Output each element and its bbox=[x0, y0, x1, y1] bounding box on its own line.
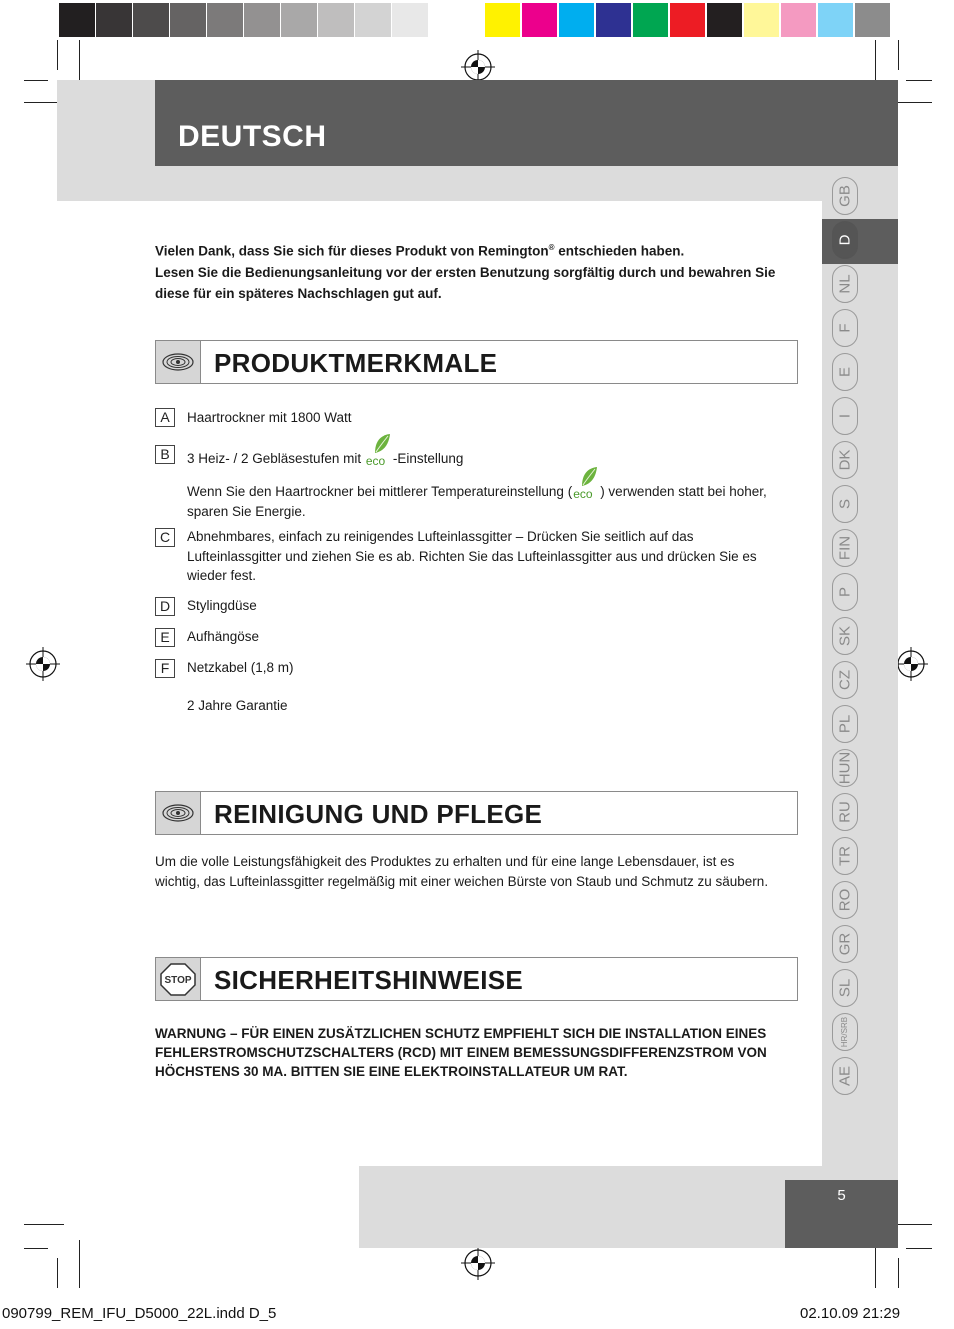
language-tab-cz[interactable] bbox=[832, 661, 858, 699]
crop-mark bbox=[906, 80, 932, 81]
color-swatch bbox=[244, 3, 280, 37]
language-tab-label: DK bbox=[836, 449, 854, 471]
section-features-header bbox=[155, 340, 798, 384]
eco-note bbox=[187, 478, 767, 521]
footer-date: 02.10.09 21:29 bbox=[800, 1305, 901, 1322]
section-title: SICHERHEITSHINWEISE bbox=[214, 965, 524, 995]
color-swatch bbox=[281, 3, 317, 37]
intro-line2: Lesen Sie die Bedienungsanleitung vor der ersten Benutzung sorgfältig durch und bewahren Sie diese für ein späteres Nachschlagen gut auf. bbox=[155, 264, 776, 301]
language-tab-label: E bbox=[836, 366, 854, 378]
feature-b-text-a: 3 Heiz- / 2 Gebläsestufen mit bbox=[187, 451, 365, 466]
color-swatch bbox=[633, 3, 668, 37]
footer-file-info: 090799_REM_IFU_D5000_22L.indd D_5 bbox=[2, 1305, 277, 1322]
color-swatch bbox=[522, 3, 557, 37]
language-tab-label: S bbox=[836, 498, 854, 510]
language-tab-label: I bbox=[836, 413, 854, 419]
language-tab-nl[interactable] bbox=[832, 265, 858, 303]
eye-icon-box bbox=[156, 341, 201, 383]
intro-text bbox=[155, 237, 785, 304]
language-tab-gb[interactable] bbox=[832, 177, 858, 215]
color-swatch bbox=[318, 3, 354, 37]
intro-line1-b: entschieden haben. bbox=[554, 243, 685, 259]
color-swatch bbox=[59, 3, 95, 37]
language-tab-pl[interactable] bbox=[832, 705, 858, 743]
language-tab-label: HUN bbox=[836, 751, 854, 785]
language-tab-label: NL bbox=[836, 274, 854, 294]
language-tab-ro[interactable] bbox=[832, 881, 858, 919]
language-tab-sk[interactable] bbox=[832, 617, 858, 655]
registration-mark-icon bbox=[461, 1246, 495, 1280]
feature-letter-b: B bbox=[155, 445, 175, 464]
color-swatch bbox=[170, 3, 206, 37]
eco-icon bbox=[365, 445, 393, 467]
language-tab-fin[interactable] bbox=[832, 529, 858, 567]
color-swatch bbox=[392, 3, 428, 37]
color-swatch bbox=[96, 3, 132, 37]
section-safety-header bbox=[155, 957, 798, 1001]
feature-text-c: Abnehmbares, einfach zu reinigendes Lufteinlassgitter – Drücken Sie seitlich auf das Lufteinlassgitter und ziehen Sie es ab. Richten Sie das Lufteinlassgitter aus und drücken Sie es wieder fest. bbox=[187, 529, 757, 583]
feature-letter-a: A bbox=[155, 408, 175, 427]
section-title: PRODUKTMERKMALE bbox=[214, 348, 498, 378]
language-tab-label: SK bbox=[836, 625, 854, 647]
feature-letter-d: D bbox=[155, 597, 175, 616]
language-tab-dk[interactable] bbox=[832, 441, 858, 479]
registration-mark-icon bbox=[894, 647, 928, 681]
language-tab-i[interactable] bbox=[832, 397, 858, 435]
language-tab-label: FIN bbox=[836, 535, 854, 561]
language-tab-label: HR/SRB bbox=[840, 1016, 849, 1048]
crop-mark bbox=[906, 1248, 932, 1249]
eco-label: eco bbox=[365, 454, 386, 468]
language-tab-label: PL bbox=[836, 714, 854, 734]
color-swatch bbox=[485, 3, 520, 37]
feature-text-d: Stylingdüse bbox=[187, 598, 257, 613]
color-swatch bbox=[355, 3, 391, 37]
language-tab-gr[interactable] bbox=[832, 925, 858, 963]
color-swatch bbox=[818, 3, 853, 37]
registered-mark: ® bbox=[548, 243, 555, 252]
feature-text-f: Netzkabel (1,8 m) bbox=[187, 660, 294, 675]
feature-letter-f: F bbox=[155, 659, 175, 678]
stop-sign-icon bbox=[156, 958, 200, 1000]
language-tab-hr-srb[interactable] bbox=[832, 1013, 858, 1051]
stop-label: STOP bbox=[164, 975, 192, 986]
feature-text-a: Haartrockner mit 1800 Watt bbox=[187, 410, 352, 425]
eco-note-a: Wenn Sie den Haartrockner bei mittlerer Temperatureinstellung ( bbox=[187, 484, 573, 499]
feature-text-b bbox=[187, 445, 787, 469]
crop-mark bbox=[898, 40, 899, 70]
crop-mark bbox=[898, 1258, 899, 1288]
color-swatch bbox=[559, 3, 594, 37]
color-swatch bbox=[133, 3, 169, 37]
language-tab-label: AE bbox=[836, 1065, 854, 1087]
language-tab-label: D bbox=[836, 234, 854, 246]
feature-letter-e: E bbox=[155, 628, 175, 647]
intro-line1-a: Vielen Dank, dass Sie sich für dieses Produkt von Remington bbox=[155, 243, 549, 259]
language-tab-s[interactable] bbox=[832, 485, 858, 523]
crop-mark bbox=[24, 1224, 64, 1225]
language-tab-ae[interactable] bbox=[832, 1057, 858, 1095]
color-swatch bbox=[670, 3, 705, 37]
page-number: 5 bbox=[837, 1187, 846, 1204]
language-tab-label: RU bbox=[836, 801, 854, 823]
feature-b-text-b: -Einstellung bbox=[392, 451, 464, 466]
language-tab-e[interactable] bbox=[832, 353, 858, 391]
color-swatch bbox=[429, 3, 465, 37]
language-tab-hun[interactable] bbox=[832, 749, 858, 787]
color-swatch bbox=[596, 3, 631, 37]
language-tab-tr[interactable] bbox=[832, 837, 858, 875]
registration-mark-icon bbox=[461, 50, 495, 84]
language-tab-label: TR bbox=[836, 846, 854, 866]
page-title: DEUTSCH bbox=[178, 120, 327, 153]
stop-icon-box bbox=[156, 958, 201, 1000]
color-swatch bbox=[707, 3, 742, 37]
language-tab-label: GR bbox=[836, 932, 854, 956]
language-tab-label: SL bbox=[836, 978, 854, 998]
feature-letter-c: C bbox=[155, 528, 175, 547]
eco-icon bbox=[572, 478, 600, 500]
eye-icon bbox=[156, 341, 200, 383]
crop-mark bbox=[57, 1258, 58, 1288]
language-tab-sl[interactable] bbox=[832, 969, 858, 1007]
care-text: Um die volle Leistungsfähigkeit des Produktes zu erhalten und für eine lange Lebensdauer, ist es wichtig, das Lufteinlassgitter regelmäßig mit einer weichen Bürste von Staub und Schmutz zu säubern. bbox=[155, 854, 769, 889]
eye-icon bbox=[156, 792, 200, 834]
section-care-header bbox=[155, 791, 798, 835]
language-tab-p[interactable] bbox=[832, 573, 858, 611]
eco-label: eco bbox=[573, 487, 593, 501]
language-tab-d[interactable] bbox=[832, 221, 858, 259]
eye-icon-box bbox=[156, 792, 201, 834]
language-tab-ru[interactable] bbox=[832, 793, 858, 831]
crop-mark bbox=[24, 1248, 48, 1249]
language-tab-label: CZ bbox=[836, 670, 854, 690]
safety-warning: WARNUNG – FÜR EINEN ZUSÄTZLICHEN SCHUTZ EMPFIEHLT SICH DIE INSTALLATION EINES FEHLERSTROMSCHUTZSCHALTERS (RCD) MIT EINEM BEMESSUNGSDIFFERENZSTROM VON HÖCHSTENS 30 MA. BITTEN SIE EINE ELEKTROINSTALLATEUR UM RAT. bbox=[155, 1026, 767, 1079]
color-swatch bbox=[781, 3, 816, 37]
crop-mark bbox=[57, 40, 58, 70]
section-title: REINIGUNG UND PFLEGE bbox=[214, 799, 543, 829]
warranty-text: 2 Jahre Garantie bbox=[187, 698, 288, 713]
language-tab-label: RO bbox=[836, 888, 854, 912]
color-swatch bbox=[855, 3, 890, 37]
eco-note-b: ) verwenden statt bei hoher, sparen Sie Energie. bbox=[187, 484, 767, 519]
language-tab-label: F bbox=[836, 323, 854, 333]
registration-mark-icon bbox=[26, 647, 60, 681]
color-swatch bbox=[207, 3, 243, 37]
color-swatch bbox=[744, 3, 779, 37]
feature-text-e: Aufhängöse bbox=[187, 629, 260, 644]
language-tab-label: P bbox=[836, 586, 854, 598]
crop-mark bbox=[79, 1240, 80, 1288]
language-tab-label: GB bbox=[836, 185, 854, 207]
crop-mark bbox=[24, 80, 48, 81]
language-tab-f[interactable] bbox=[832, 309, 858, 347]
